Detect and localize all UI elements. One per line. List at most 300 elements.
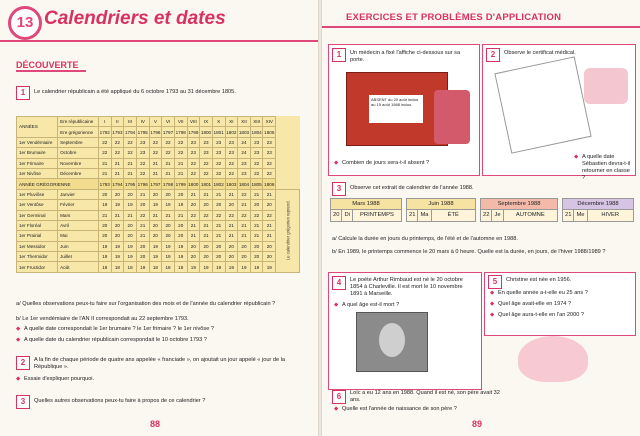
date-cell: 21 <box>111 210 124 220</box>
republican-month: 1er Thermidor <box>17 252 58 262</box>
date-cell: 20 <box>124 189 137 199</box>
date-cell: 22 <box>111 148 124 158</box>
date-cell: 22 <box>238 189 251 199</box>
date-cell: 21 <box>98 210 111 220</box>
year-cell: 1798 <box>162 179 175 189</box>
date-cell: 20 <box>200 241 213 251</box>
annee-gregorienne-label: ANNÉE GRÉGORIENNE <box>17 179 99 189</box>
roman-year: II <box>111 117 124 127</box>
date-cell: 18 <box>98 262 111 272</box>
date-cell: 19 <box>98 200 111 210</box>
bullet-icon: ◆ <box>334 406 339 412</box>
date-cell: 21 <box>174 168 187 178</box>
date-cell: 23 <box>250 137 263 147</box>
bullet-icon: ◆ <box>334 160 339 166</box>
date-cell: 23 <box>187 137 200 147</box>
date-cell: 20 <box>187 252 200 262</box>
exercise-5-text: Christine est née en 1956. <box>506 277 572 283</box>
exercise-6-number: 6 <box>332 390 346 404</box>
date-cell: 22 <box>238 210 251 220</box>
date-cell: 21 <box>212 220 225 230</box>
exercise-1-text: Un médecin a fixé l'affiche ci-dessous sur sa porte. <box>350 50 461 63</box>
date-cell: 22 <box>200 158 213 168</box>
date-cell: 21 <box>174 210 187 220</box>
exercise-5-number: 5 <box>488 275 502 289</box>
republican-month: 1er Nivôse <box>17 168 58 178</box>
date-cell: 20 <box>263 200 276 210</box>
date-cell: 19 <box>162 252 175 262</box>
year-cell: 1796 <box>136 179 149 189</box>
table-row <box>17 137 300 147</box>
date-cell: 22 <box>174 137 187 147</box>
date-cell: 20 <box>238 241 251 251</box>
republican-month: 1er Prairial <box>17 231 58 241</box>
date-cell: 21 <box>162 210 175 220</box>
gregorian-month: Août <box>58 262 99 272</box>
bullet-icon: ◆ <box>16 376 21 382</box>
date-cell: 19 <box>212 262 225 272</box>
date-cell: 24 <box>238 148 251 158</box>
date-cell: 22 <box>136 210 149 220</box>
date-cell: 21 <box>238 231 251 241</box>
date-cell: 19 <box>136 262 149 272</box>
gregorian-month: Mars <box>58 210 99 220</box>
date-cell: 21 <box>250 189 263 199</box>
date-cell: 21 <box>250 231 263 241</box>
date-cell: 20 <box>162 231 175 241</box>
gregorian-month: Juillet <box>58 252 99 262</box>
date-cell: 19 <box>174 252 187 262</box>
gregorian-month: Avril <box>58 220 99 230</box>
date-cell: 21 <box>200 189 213 199</box>
date-cell: 20 <box>98 220 111 230</box>
year-cell: 1799 <box>187 127 200 137</box>
season-day: 22 <box>481 210 492 221</box>
year-cell: 1799 <box>174 179 187 189</box>
season-weekday: Ma <box>418 210 431 221</box>
date-cell: 21 <box>187 220 200 230</box>
date-cell: 22 <box>212 210 225 220</box>
date-cell: 22 <box>187 210 200 220</box>
date-cell: 20 <box>200 252 213 262</box>
left-page <box>0 0 318 436</box>
year-cell: 1802 <box>212 179 225 189</box>
date-cell: 20 <box>98 231 111 241</box>
table-row <box>17 148 300 158</box>
date-cell: 22 <box>124 137 137 147</box>
date-cell: 22 <box>200 168 213 178</box>
door-illustration <box>346 72 448 146</box>
date-cell: 21 <box>111 158 124 168</box>
table-row <box>17 158 300 168</box>
era-republican-label: Ere républicaine <box>58 117 99 127</box>
date-cell: 19 <box>174 200 187 210</box>
gregorian-month: Décembre <box>58 168 99 178</box>
date-cell: 19 <box>187 262 200 272</box>
date-cell: 23 <box>200 137 213 147</box>
season-weekday: Me <box>574 210 587 221</box>
table-row <box>17 189 300 199</box>
bullet-icon: ◆ <box>490 290 495 296</box>
roman-year: V <box>149 117 162 127</box>
date-cell: 20 <box>149 231 162 241</box>
date-cell: 21 <box>200 231 213 241</box>
season-name: HIVER <box>601 212 620 218</box>
date-cell: 19 <box>98 252 111 262</box>
side-note: Le calendrier grégorien reprend. <box>276 189 300 272</box>
date-cell: 18 <box>162 262 175 272</box>
roman-year: IX <box>200 117 213 127</box>
date-cell: 23 <box>212 137 225 147</box>
date-cell: 21 <box>225 189 238 199</box>
date-cell: 19 <box>174 241 187 251</box>
date-cell: 19 <box>250 262 263 272</box>
sick-child-illustration <box>584 68 628 104</box>
season-row <box>562 210 634 222</box>
season-row <box>406 210 476 222</box>
date-cell: 22 <box>225 158 238 168</box>
exercise-3-number: 3 <box>332 182 346 196</box>
roman-year: I <box>98 117 111 127</box>
date-cell: 21 <box>263 231 276 241</box>
date-cell: 23 <box>200 148 213 158</box>
exercise-3-text: Observe cet extrait de calendrier de l'année 1988. <box>350 185 474 191</box>
season-entry <box>480 198 558 222</box>
republican-month: 1er Brumaire <box>17 148 58 158</box>
date-cell: 20 <box>111 189 124 199</box>
question-a: a/ Quelles observations peux-tu faire sur l'organisation des mois et de l'année du calendrier républicain ? <box>16 301 276 307</box>
date-cell: 20 <box>225 200 238 210</box>
date-cell: 22 <box>187 158 200 168</box>
step-2-number: 2 <box>16 356 30 370</box>
date-cell: 22 <box>250 158 263 168</box>
date-cell: 22 <box>136 168 149 178</box>
table-year-row <box>17 179 300 189</box>
roman-year: VI <box>162 117 175 127</box>
bullet-icon: ◆ <box>16 326 21 332</box>
date-cell: 19 <box>98 241 111 251</box>
date-cell: 22 <box>263 210 276 220</box>
exercise-3-question-a: a/ Calcule la durée en jours du printemps, de l'été et de l'automne en 1988. <box>332 236 518 242</box>
date-cell: 22 <box>263 158 276 168</box>
table-row <box>17 168 300 178</box>
date-cell: 18 <box>111 262 124 272</box>
question-b: b/ Le 1er vendémiaire de l'AN II correspondait au 22 septembre 1793. <box>16 316 189 322</box>
question-b2: A quelle date du calendrier républicain correspondait le 10 octobre 1793 ? <box>24 337 207 343</box>
date-cell: 22 <box>98 137 111 147</box>
date-cell: 20 <box>250 241 263 251</box>
section-underline <box>16 70 86 72</box>
date-cell: 22 <box>111 137 124 147</box>
date-cell: 20 <box>136 252 149 262</box>
year-cell: 1797 <box>149 179 162 189</box>
table-header-row <box>17 117 300 127</box>
date-cell: 19 <box>162 200 175 210</box>
date-cell: 20 <box>212 241 225 251</box>
coat-illustration <box>434 90 470 144</box>
date-cell: 21 <box>98 168 111 178</box>
era-gregorian-label: Ere grégorienne <box>58 127 99 137</box>
date-cell: 21 <box>149 210 162 220</box>
date-cell: 21 <box>225 231 238 241</box>
cherub-illustration <box>518 336 588 382</box>
gregorian-month: Janvier <box>58 189 99 199</box>
exercise-2-text: Observe le certificat médical. <box>504 50 576 56</box>
gregorian-month: Juin <box>58 241 99 251</box>
question-b1: A quelle date correspondait le 1er brumaire ? le 1er frimaire ? le 1er nivôse ? <box>24 326 214 332</box>
date-cell: 19 <box>124 252 137 262</box>
date-cell: 21 <box>238 220 251 230</box>
date-cell: 20 <box>124 231 137 241</box>
exercise-2-question: A quelle date Sébastien devra-t-il retourner en classe ? <box>582 154 631 181</box>
season-entry <box>562 198 634 222</box>
date-cell: 20 <box>149 220 162 230</box>
date-cell: 20 <box>136 241 149 251</box>
exercises-title: EXERCICES ET PROBLÈMES D'APPLICATION <box>346 12 562 23</box>
date-cell: 22 <box>225 168 238 178</box>
date-cell: 21 <box>238 200 251 210</box>
date-cell: 19 <box>200 262 213 272</box>
exercise-3-question-b: b/ En 1989, le printemps commence le 20 mars à 0 heure. Quelle est la durée, en jours, de l'hiver 1988/1989 ? <box>332 249 606 255</box>
year-cell: 1800 <box>187 179 200 189</box>
exercise-6-question: Quelle est l'année de naissance de son père ? <box>342 406 457 412</box>
date-cell: 22 <box>250 168 263 178</box>
season-row <box>330 210 402 222</box>
bullet-icon: ◆ <box>16 337 21 343</box>
rimbaud-portrait <box>356 312 428 372</box>
season-month: Décembre 1988 <box>562 198 634 210</box>
date-cell: 21 <box>162 168 175 178</box>
date-cell: 22 <box>149 137 162 147</box>
date-cell: 21 <box>162 158 175 168</box>
date-cell: 18 <box>149 262 162 272</box>
date-cell: 22 <box>149 148 162 158</box>
date-cell: 19 <box>124 200 137 210</box>
bullet-icon: ◆ <box>490 301 495 307</box>
date-cell: 21 <box>124 210 137 220</box>
year-cell: 1804 <box>238 179 251 189</box>
table-row <box>17 241 300 251</box>
date-cell: 20 <box>187 200 200 210</box>
date-cell: 20 <box>111 220 124 230</box>
date-cell: 20 <box>162 189 175 199</box>
season-name: AUTOMNE <box>515 212 545 218</box>
date-cell: 20 <box>250 200 263 210</box>
date-cell: 20 <box>187 241 200 251</box>
table-row <box>17 200 300 210</box>
date-cell: 19 <box>124 241 137 251</box>
date-cell: 18 <box>174 262 187 272</box>
date-cell: 20 <box>174 220 187 230</box>
year-cell: 1795 <box>136 127 149 137</box>
gregorian-month: Février <box>58 200 99 210</box>
date-cell: 22 <box>162 137 175 147</box>
date-cell: 22 <box>250 210 263 220</box>
roman-year: VIII <box>187 117 200 127</box>
date-cell: 21 <box>136 189 149 199</box>
date-cell: 22 <box>212 168 225 178</box>
roman-year: XIII <box>250 117 263 127</box>
date-cell: 21 <box>212 189 225 199</box>
date-cell: 21 <box>136 231 149 241</box>
step-1-number: 1 <box>16 86 30 100</box>
question-2: A la fin de chaque période de quatre ans appelée « franciade », on ajoutait un jour appelé « jour de la République ». <box>34 357 285 370</box>
roman-year: XII <box>238 117 251 127</box>
roman-year: XIV <box>263 117 276 127</box>
date-cell: 19 <box>149 200 162 210</box>
date-cell: 21 <box>250 220 263 230</box>
date-cell: 22 <box>200 210 213 220</box>
date-cell: 21 <box>124 158 137 168</box>
season-row <box>480 210 558 222</box>
roman-year: VII <box>174 117 187 127</box>
year-cell: 1792 <box>98 127 111 137</box>
exercise-1-question: Combien de jours sera-t-il absent ? <box>342 160 430 166</box>
step-3-number: 3 <box>16 395 30 409</box>
gregorian-month: Septembre <box>58 137 99 147</box>
date-cell: 20 <box>174 231 187 241</box>
date-cell: 23 <box>212 148 225 158</box>
date-cell: 20 <box>124 220 137 230</box>
date-cell: 23 <box>238 158 251 168</box>
date-cell: 20 <box>212 200 225 210</box>
date-cell: 21 <box>174 158 187 168</box>
gregorian-month: Novembre <box>58 158 99 168</box>
date-cell: 21 <box>124 168 137 178</box>
exercise-4-text: Le poète Arthur Rimbaud est né le 20 octobre 1854 à Charleville. Il est mort le 10 novembre 1891 à Marseille. <box>350 277 463 297</box>
date-cell: 23 <box>263 137 276 147</box>
calendar-table <box>16 116 300 273</box>
date-cell: 22 <box>174 148 187 158</box>
date-cell: 19 <box>111 252 124 262</box>
republican-month: 1er Fructidor <box>17 262 58 272</box>
date-cell: 19 <box>111 241 124 251</box>
date-cell: 22 <box>263 168 276 178</box>
season-day: 21 <box>563 210 574 221</box>
absence-poster: ABSENT du 20 août inclus au 15 août 1988 inclus <box>369 95 423 123</box>
date-cell: 19 <box>111 200 124 210</box>
date-cell: 19 <box>149 241 162 251</box>
date-cell: 21 <box>98 158 111 168</box>
year-cell: 1797 <box>162 127 175 137</box>
year-cell: 1806 <box>263 179 276 189</box>
date-cell: 20 <box>136 200 149 210</box>
date-cell: 20 <box>250 252 263 262</box>
table-row <box>17 220 300 230</box>
exercise-4-question: A quel âge est-il mort ? <box>342 302 400 308</box>
date-cell: 20 <box>111 231 124 241</box>
roman-year: IV <box>136 117 149 127</box>
year-cell: 1803 <box>225 179 238 189</box>
roman-year: III <box>124 117 137 127</box>
date-cell: 20 <box>263 241 276 251</box>
page-number-right: 89 <box>472 419 483 429</box>
season-name: PRINTEMPS <box>360 212 394 218</box>
date-cell: 21 <box>187 231 200 241</box>
page-number-left: 88 <box>150 419 161 429</box>
year-cell: 1803 <box>238 127 251 137</box>
intro-text: Le calendrier républicain a été appliqué du 6 octobre 1793 au 31 décembre 1805. <box>34 89 236 95</box>
republican-month: 1er Frimaire <box>17 158 58 168</box>
date-cell: 22 <box>162 148 175 158</box>
chapter-title: Calendriers et dates <box>44 8 226 29</box>
season-month: Juin 1988 <box>406 198 476 210</box>
date-cell: 19 <box>149 252 162 262</box>
year-cell: 1805 <box>263 127 276 137</box>
table-row <box>17 210 300 220</box>
republican-month: 1er Floréal <box>17 220 58 230</box>
date-cell: 21 <box>263 189 276 199</box>
year-cell: 1800 <box>200 127 213 137</box>
date-cell: 21 <box>149 158 162 168</box>
year-cell: 1793 <box>98 179 111 189</box>
republican-month: 1er Pluviôse <box>17 189 58 199</box>
season-weekday: Di <box>342 210 352 221</box>
roman-year: XI <box>225 117 238 127</box>
date-cell: 23 <box>225 137 238 147</box>
date-cell: 23 <box>136 137 149 147</box>
year-cell: 1794 <box>124 127 137 137</box>
date-cell: 20 <box>98 189 111 199</box>
date-cell: 23 <box>263 148 276 158</box>
exercise-5-question-1: En quelle année a-t-elle eu 25 ans ? <box>498 290 588 296</box>
republican-month: 1er Vendémiaire <box>17 137 58 147</box>
year-cell: 1796 <box>149 127 162 137</box>
chapter-number: 13 <box>8 6 42 40</box>
date-cell: 22 <box>187 168 200 178</box>
date-cell: 19 <box>263 262 276 272</box>
year-cell: 1798 <box>174 127 187 137</box>
date-cell: 20 <box>263 252 276 262</box>
season-month: Mars 1988 <box>330 198 402 210</box>
exercise-4-number: 4 <box>332 276 346 290</box>
season-entry <box>330 198 402 222</box>
exercise-5-question-3: Quel âge aura-t-elle en l'an 2000 ? <box>498 312 584 318</box>
roman-year: X <box>212 117 225 127</box>
date-cell: 23 <box>136 148 149 158</box>
date-cell: 21 <box>187 189 200 199</box>
date-cell: 23 <box>187 148 200 158</box>
table-row <box>17 262 300 272</box>
question-2b: Essaie d'expliquer pourquoi. <box>24 376 95 382</box>
date-cell: 24 <box>238 137 251 147</box>
date-cell: 19 <box>225 262 238 272</box>
date-cell: 21 <box>136 220 149 230</box>
year-cell: 1802 <box>225 127 238 137</box>
gregorian-month: Octobre <box>58 148 99 158</box>
question-3: Quelles autres observations peux-tu faire à propos de ce calendrier ? <box>34 398 206 404</box>
date-cell: 20 <box>238 252 251 262</box>
header-rule <box>322 26 640 28</box>
season-name: ÉTÉ <box>447 212 459 218</box>
date-cell: 21 <box>200 220 213 230</box>
year-cell: 1801 <box>200 179 213 189</box>
table-row <box>17 252 300 262</box>
table-header-row <box>17 127 300 137</box>
right-page <box>322 0 640 436</box>
season-day: 20 <box>331 210 342 221</box>
date-cell: 20 <box>162 220 175 230</box>
date-cell: 21 <box>263 220 276 230</box>
exercise-1-number: 1 <box>332 48 346 62</box>
date-cell: 20 <box>212 252 225 262</box>
date-cell: 21 <box>212 231 225 241</box>
date-cell: 20 <box>149 189 162 199</box>
year-cell: 1804 <box>250 127 263 137</box>
year-cell: 1794 <box>111 179 124 189</box>
bullet-icon: ◆ <box>574 154 579 160</box>
date-cell: 22 <box>212 158 225 168</box>
